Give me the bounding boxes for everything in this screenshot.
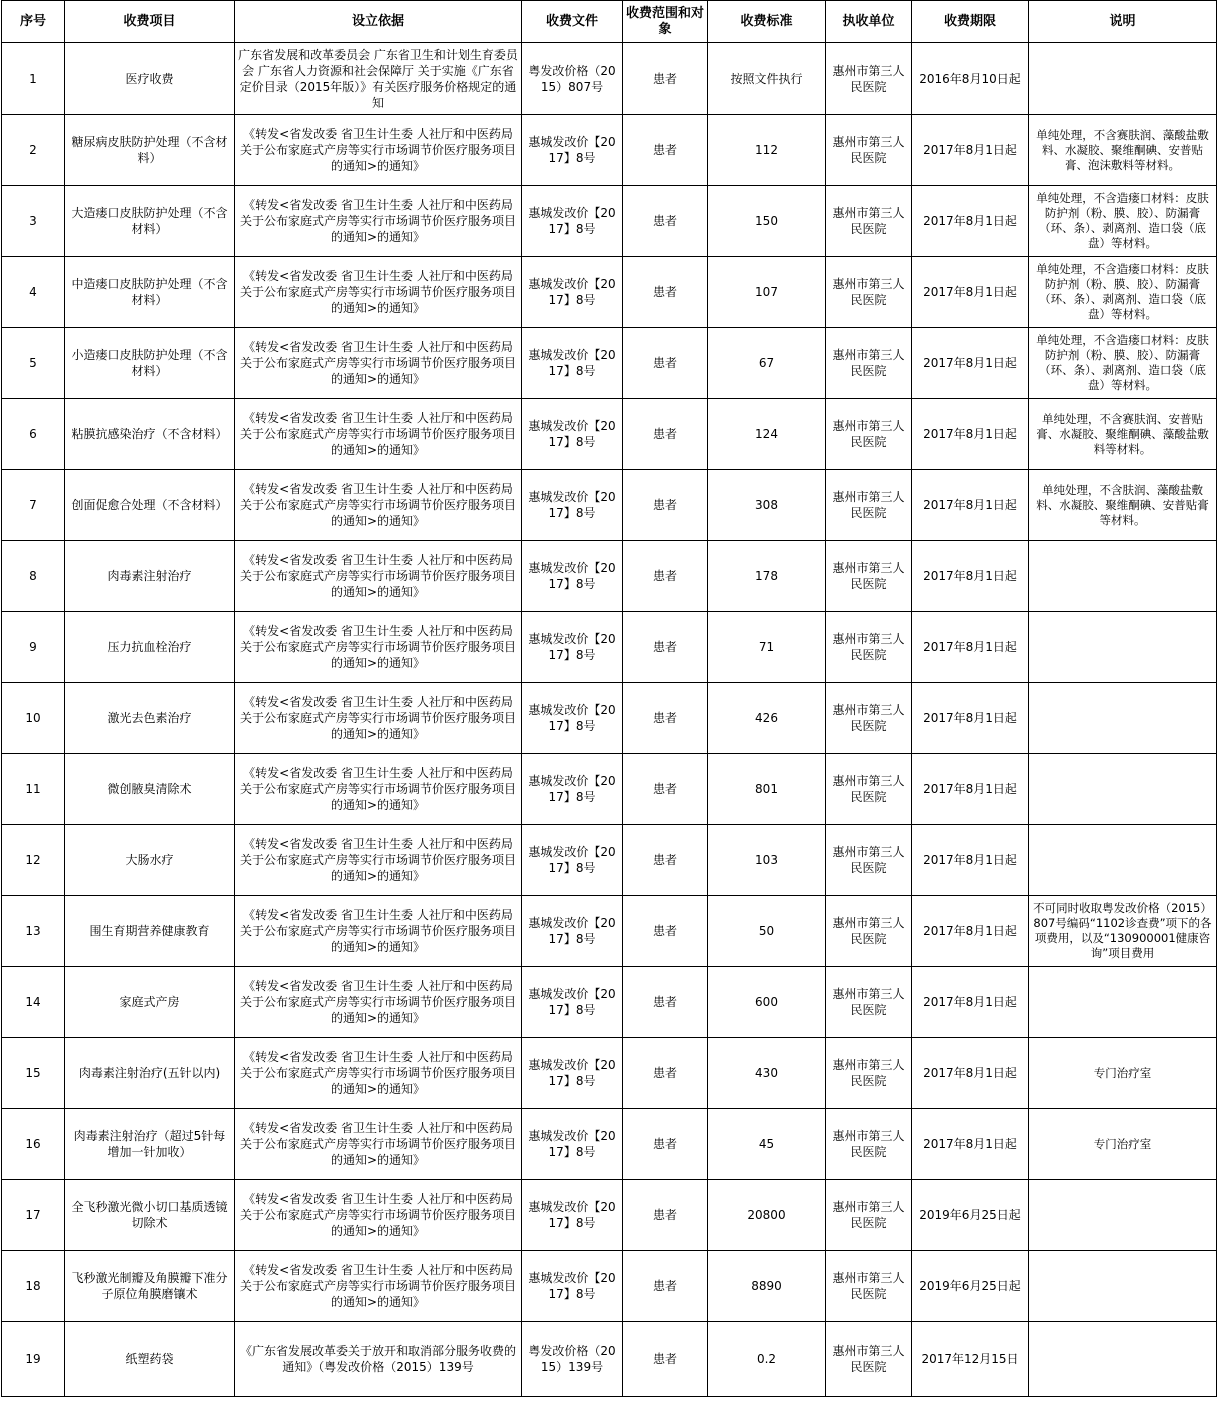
fee-scope: 患者 xyxy=(623,115,708,186)
collecting-unit: 惠州市第三人民医院 xyxy=(826,967,912,1038)
collecting-unit: 惠州市第三人民医院 xyxy=(826,1251,912,1322)
fee-document: 惠城发改价【2017】8号 xyxy=(522,115,623,186)
fee-document: 惠城发改价【2017】8号 xyxy=(522,541,623,612)
collecting-unit: 惠州市第三人民医院 xyxy=(826,683,912,754)
row-number: 13 xyxy=(2,896,65,967)
fee-period: 2017年8月1日起 xyxy=(912,186,1029,257)
fee-item: 围生育期营养健康教育 xyxy=(65,896,235,967)
fee-document: 惠城发改价【2017】8号 xyxy=(522,1109,623,1180)
collecting-unit: 惠州市第三人民医院 xyxy=(826,328,912,399)
fee-document: 惠城发改价【2017】8号 xyxy=(522,683,623,754)
fee-document: 惠城发改价【2017】8号 xyxy=(522,967,623,1038)
fee-document: 惠城发改价【2017】8号 xyxy=(522,1038,623,1109)
fee-period: 2017年8月1日起 xyxy=(912,1109,1029,1180)
fee-standard: 600 xyxy=(708,967,826,1038)
fee-item: 大造瘘口皮肤防护处理（不含材料） xyxy=(65,186,235,257)
legal-basis: 《广东省发展改革委关于放开和取消部分服务收费的通知》（粤发改价格（2015）139号 xyxy=(235,1322,522,1397)
row-number: 10 xyxy=(2,683,65,754)
legal-basis: 《转发<省发改委 省卫生计生委 人社厅和中医药局关于公布家庭式产房等实行市场调节价医疗服务项目的通知>的通知》 xyxy=(235,825,522,896)
row-number: 16 xyxy=(2,1109,65,1180)
fee-period: 2017年8月1日起 xyxy=(912,115,1029,186)
fee-scope: 患者 xyxy=(623,1109,708,1180)
fee-item: 肉毒素注射治疗(五针以内) xyxy=(65,1038,235,1109)
fee-scope: 患者 xyxy=(623,1038,708,1109)
fee-scope: 患者 xyxy=(623,399,708,470)
fee-period: 2017年8月1日起 xyxy=(912,896,1029,967)
fee-document: 惠城发改价【2017】8号 xyxy=(522,1251,623,1322)
collecting-unit: 惠州市第三人民医院 xyxy=(826,1180,912,1251)
row-number: 17 xyxy=(2,1180,65,1251)
fee-standard: 67 xyxy=(708,328,826,399)
fee-note xyxy=(1029,1180,1217,1251)
fee-scope: 患者 xyxy=(623,754,708,825)
table-row xyxy=(2,1038,1217,1109)
fee-standard: 112 xyxy=(708,115,826,186)
row-number: 7 xyxy=(2,470,65,541)
legal-basis: 《转发<省发改委 省卫生计生委 人社厅和中医药局关于公布家庭式产房等实行市场调节价医疗服务项目的通知>的通知》 xyxy=(235,470,522,541)
fee-period: 2017年8月1日起 xyxy=(912,328,1029,399)
header-row xyxy=(2,1,1217,43)
header-doc: 收费文件 xyxy=(522,1,623,43)
fee-scope: 患者 xyxy=(623,683,708,754)
legal-basis: 《转发<省发改委 省卫生计生委 人社厅和中医药局关于公布家庭式产房等实行市场调节价医疗服务项目的通知>的通知》 xyxy=(235,1109,522,1180)
fee-document: 粤发改价格（2015）807号 xyxy=(522,43,623,115)
fee-note xyxy=(1029,754,1217,825)
fee-item: 飞秒激光制瓣及角膜瓣下准分子原位角膜磨镶术 xyxy=(65,1251,235,1322)
fee-scope: 患者 xyxy=(623,186,708,257)
row-number: 1 xyxy=(2,43,65,115)
fee-period: 2017年8月1日起 xyxy=(912,683,1029,754)
fee-item: 微创腋臭清除术 xyxy=(65,754,235,825)
fee-standard: 20800 xyxy=(708,1180,826,1251)
collecting-unit: 惠州市第三人民医院 xyxy=(826,825,912,896)
fee-standard: 426 xyxy=(708,683,826,754)
fee-period: 2019年6月25日起 xyxy=(912,1180,1029,1251)
fee-standard: 308 xyxy=(708,470,826,541)
fee-document: 惠城发改价【2017】8号 xyxy=(522,257,623,328)
table-row xyxy=(2,43,1217,115)
legal-basis: 《转发<省发改委 省卫生计生委 人社厅和中医药局关于公布家庭式产房等实行市场调节价医疗服务项目的通知>的通知》 xyxy=(235,1251,522,1322)
fee-note xyxy=(1029,541,1217,612)
table-row xyxy=(2,754,1217,825)
table-row xyxy=(2,328,1217,399)
fee-note xyxy=(1029,612,1217,683)
legal-basis: 《转发<省发改委 省卫生计生委 人社厅和中医药局关于公布家庭式产房等实行市场调节价医疗服务项目的通知>的通知》 xyxy=(235,399,522,470)
legal-basis: 《转发<省发改委 省卫生计生委 人社厅和中医药局关于公布家庭式产房等实行市场调节价医疗服务项目的通知>的通知》 xyxy=(235,541,522,612)
table-row xyxy=(2,825,1217,896)
fee-item: 家庭式产房 xyxy=(65,967,235,1038)
collecting-unit: 惠州市第三人民医院 xyxy=(826,1322,912,1397)
fee-note xyxy=(1029,1251,1217,1322)
fee-note xyxy=(1029,825,1217,896)
header-scope: 收费范围和对象 xyxy=(623,1,708,43)
row-number: 12 xyxy=(2,825,65,896)
fee-scope: 患者 xyxy=(623,825,708,896)
fee-note: 单纯处理，不含造瘘口材料：皮肤防护剂（粉、膜、胶）、防漏膏（环、条）、剥离剂、造口袋（底盘）等材料。 xyxy=(1029,328,1217,399)
fee-item: 肉毒素注射治疗（超过5针每增加一针加收） xyxy=(65,1109,235,1180)
fee-standard: 103 xyxy=(708,825,826,896)
fee-document: 惠城发改价【2017】8号 xyxy=(522,470,623,541)
fee-scope: 患者 xyxy=(623,1322,708,1397)
fee-standard: 45 xyxy=(708,1109,826,1180)
legal-basis: 《转发<省发改委 省卫生计生委 人社厅和中医药局关于公布家庭式产房等实行市场调节价医疗服务项目的通知>的通知》 xyxy=(235,1038,522,1109)
fee-standard: 按照文件执行 xyxy=(708,43,826,115)
collecting-unit: 惠州市第三人民医院 xyxy=(826,399,912,470)
legal-basis: 《转发<省发改委 省卫生计生委 人社厅和中医药局关于公布家庭式产房等实行市场调节价医疗服务项目的通知>的通知》 xyxy=(235,1180,522,1251)
legal-basis: 广东省发展和改革委员会 广东省卫生和计划生育委员会 广东省人力资源和社会保障厅 关于实施《广东省定价目录（2015年版）》有关医疗服务价格规定的通知 xyxy=(235,43,522,115)
table-row xyxy=(2,470,1217,541)
fee-standard: 107 xyxy=(708,257,826,328)
fee-period: 2017年8月1日起 xyxy=(912,967,1029,1038)
fee-scope: 患者 xyxy=(623,1180,708,1251)
collecting-unit: 惠州市第三人民医院 xyxy=(826,612,912,683)
fee-item: 创面促愈合处理（不含材料） xyxy=(65,470,235,541)
header-no: 序号 xyxy=(2,1,65,43)
fee-note: 专门治疗室 xyxy=(1029,1038,1217,1109)
fee-item: 中造瘘口皮肤防护处理（不含材料） xyxy=(65,257,235,328)
fee-document: 惠城发改价【2017】8号 xyxy=(522,612,623,683)
fee-period: 2017年8月1日起 xyxy=(912,754,1029,825)
fee-period: 2017年8月1日起 xyxy=(912,541,1029,612)
fee-scope: 患者 xyxy=(623,541,708,612)
table-row xyxy=(2,967,1217,1038)
collecting-unit: 惠州市第三人民医院 xyxy=(826,257,912,328)
row-number: 6 xyxy=(2,399,65,470)
table-row xyxy=(2,1109,1217,1180)
fee-note: 专门治疗室 xyxy=(1029,1109,1217,1180)
fee-note: 单纯处理，不含赛肤润、安普贴膏、水凝胶、聚维酮碘、藻酸盐敷料等材料。 xyxy=(1029,399,1217,470)
header-basis: 设立依据 xyxy=(235,1,522,43)
fee-scope: 患者 xyxy=(623,43,708,115)
header-note: 说明 xyxy=(1029,1,1217,43)
fee-item: 全飞秒激光微小切口基质透镜切除术 xyxy=(65,1180,235,1251)
fee-item: 大肠水疗 xyxy=(65,825,235,896)
fee-document: 惠城发改价【2017】8号 xyxy=(522,754,623,825)
header-period: 收费期限 xyxy=(912,1,1029,43)
legal-basis: 《转发<省发改委 省卫生计生委 人社厅和中医药局关于公布家庭式产房等实行市场调节价医疗服务项目的通知>的通知》 xyxy=(235,967,522,1038)
fee-period: 2017年8月1日起 xyxy=(912,1038,1029,1109)
fee-period: 2017年8月1日起 xyxy=(912,399,1029,470)
table-row xyxy=(2,186,1217,257)
fee-note xyxy=(1029,1322,1217,1397)
row-number: 9 xyxy=(2,612,65,683)
fee-note: 单纯处理，不含赛肤润、藻酸盐敷料、水凝胶、聚维酮碘、安普贴膏、泡沫敷料等材料。 xyxy=(1029,115,1217,186)
fee-period: 2016年8月10日起 xyxy=(912,43,1029,115)
fee-scope: 患者 xyxy=(623,328,708,399)
collecting-unit: 惠州市第三人民医院 xyxy=(826,541,912,612)
row-number: 18 xyxy=(2,1251,65,1322)
collecting-unit: 惠州市第三人民医院 xyxy=(826,1038,912,1109)
fee-standard: 0.2 xyxy=(708,1322,826,1397)
legal-basis: 《转发<省发改委 省卫生计生委 人社厅和中医药局关于公布家庭式产房等实行市场调节价医疗服务项目的通知>的通知》 xyxy=(235,115,522,186)
fee-document: 惠城发改价【2017】8号 xyxy=(522,825,623,896)
collecting-unit: 惠州市第三人民医院 xyxy=(826,43,912,115)
fee-note xyxy=(1029,683,1217,754)
header-item: 收费项目 xyxy=(65,1,235,43)
fee-standard: 178 xyxy=(708,541,826,612)
row-number: 3 xyxy=(2,186,65,257)
collecting-unit: 惠州市第三人民医院 xyxy=(826,470,912,541)
fee-period: 2017年8月1日起 xyxy=(912,825,1029,896)
fee-table xyxy=(1,0,1217,1397)
fee-standard: 50 xyxy=(708,896,826,967)
fee-document: 惠城发改价【2017】8号 xyxy=(522,896,623,967)
table-row xyxy=(2,1251,1217,1322)
table-row xyxy=(2,1180,1217,1251)
collecting-unit: 惠州市第三人民医院 xyxy=(826,115,912,186)
fee-standard: 8890 xyxy=(708,1251,826,1322)
row-number: 14 xyxy=(2,967,65,1038)
fee-scope: 患者 xyxy=(623,1251,708,1322)
legal-basis: 《转发<省发改委 省卫生计生委 人社厅和中医药局关于公布家庭式产房等实行市场调节价医疗服务项目的通知>的通知》 xyxy=(235,612,522,683)
row-number: 8 xyxy=(2,541,65,612)
fee-standard: 430 xyxy=(708,1038,826,1109)
fee-note: 单纯处理，不含造瘘口材料：皮肤防护剂（粉、膜、胶）、防漏膏（环、条）、剥离剂、造口袋（底盘）等材料。 xyxy=(1029,257,1217,328)
row-number: 4 xyxy=(2,257,65,328)
fee-standard: 801 xyxy=(708,754,826,825)
fee-scope: 患者 xyxy=(623,257,708,328)
table-row xyxy=(2,1322,1217,1397)
collecting-unit: 惠州市第三人民医院 xyxy=(826,186,912,257)
row-number: 2 xyxy=(2,115,65,186)
row-number: 11 xyxy=(2,754,65,825)
fee-item: 小造瘘口皮肤防护处理（不含材料） xyxy=(65,328,235,399)
header-standard: 收费标准 xyxy=(708,1,826,43)
fee-document: 惠城发改价【2017】8号 xyxy=(522,1180,623,1251)
table-row xyxy=(2,115,1217,186)
fee-period: 2017年8月1日起 xyxy=(912,612,1029,683)
fee-period: 2017年8月1日起 xyxy=(912,470,1029,541)
table-row xyxy=(2,399,1217,470)
legal-basis: 《转发<省发改委 省卫生计生委 人社厅和中医药局关于公布家庭式产房等实行市场调节价医疗服务项目的通知>的通知》 xyxy=(235,328,522,399)
table-row xyxy=(2,541,1217,612)
legal-basis: 《转发<省发改委 省卫生计生委 人社厅和中医药局关于公布家庭式产房等实行市场调节价医疗服务项目的通知>的通知》 xyxy=(235,896,522,967)
fee-item: 激光去色素治疗 xyxy=(65,683,235,754)
fee-note xyxy=(1029,967,1217,1038)
fee-item: 肉毒素注射治疗 xyxy=(65,541,235,612)
fee-note: 不可同时收取粤发改价格（2015）807号编码“1102诊查费”项下的各项费用，以及“130900001健康咨询”项目费用 xyxy=(1029,896,1217,967)
fee-period: 2017年12月15日 xyxy=(912,1322,1029,1397)
fee-item: 糖尿病皮肤防护处理（不含材料） xyxy=(65,115,235,186)
fee-document: 惠城发改价【2017】8号 xyxy=(522,328,623,399)
collecting-unit: 惠州市第三人民医院 xyxy=(826,1109,912,1180)
table-row xyxy=(2,612,1217,683)
header-unit: 执收单位 xyxy=(826,1,912,43)
fee-document: 粤发改价格（2015）139号 xyxy=(522,1322,623,1397)
table-row xyxy=(2,896,1217,967)
table-body xyxy=(2,43,1217,1397)
fee-scope: 患者 xyxy=(623,470,708,541)
fee-item: 医疗收费 xyxy=(65,43,235,115)
table-row xyxy=(2,257,1217,328)
legal-basis: 《转发<省发改委 省卫生计生委 人社厅和中医药局关于公布家庭式产房等实行市场调节价医疗服务项目的通知>的通知》 xyxy=(235,754,522,825)
row-number: 19 xyxy=(2,1322,65,1397)
legal-basis: 《转发<省发改委 省卫生计生委 人社厅和中医药局关于公布家庭式产房等实行市场调节价医疗服务项目的通知>的通知》 xyxy=(235,683,522,754)
row-number: 5 xyxy=(2,328,65,399)
fee-standard: 124 xyxy=(708,399,826,470)
fee-item: 纸塑药袋 xyxy=(65,1322,235,1397)
fee-scope: 患者 xyxy=(623,612,708,683)
fee-period: 2019年6月25日起 xyxy=(912,1251,1029,1322)
legal-basis: 《转发<省发改委 省卫生计生委 人社厅和中医药局关于公布家庭式产房等实行市场调节价医疗服务项目的通知>的通知》 xyxy=(235,186,522,257)
fee-scope: 患者 xyxy=(623,967,708,1038)
fee-standard: 150 xyxy=(708,186,826,257)
fee-standard: 71 xyxy=(708,612,826,683)
fee-note: 单纯处理，不含肤润、藻酸盐敷料、水凝胶、聚维酮碘、安普贴膏等材料。 xyxy=(1029,470,1217,541)
fee-note xyxy=(1029,43,1217,115)
fee-period: 2017年8月1日起 xyxy=(912,257,1029,328)
fee-item: 压力抗血栓治疗 xyxy=(65,612,235,683)
table-row xyxy=(2,683,1217,754)
legal-basis: 《转发<省发改委 省卫生计生委 人社厅和中医药局关于公布家庭式产房等实行市场调节价医疗服务项目的通知>的通知》 xyxy=(235,257,522,328)
fee-scope: 患者 xyxy=(623,896,708,967)
fee-document: 惠城发改价【2017】8号 xyxy=(522,399,623,470)
fee-document: 惠城发改价【2017】8号 xyxy=(522,186,623,257)
collecting-unit: 惠州市第三人民医院 xyxy=(826,896,912,967)
fee-note: 单纯处理，不含造瘘口材料：皮肤防护剂（粉、膜、胶）、防漏膏（环、条）、剥离剂、造口袋（底盘）等材料。 xyxy=(1029,186,1217,257)
row-number: 15 xyxy=(2,1038,65,1109)
collecting-unit: 惠州市第三人民医院 xyxy=(826,754,912,825)
fee-item: 粘膜抗感染治疗（不含材料） xyxy=(65,399,235,470)
